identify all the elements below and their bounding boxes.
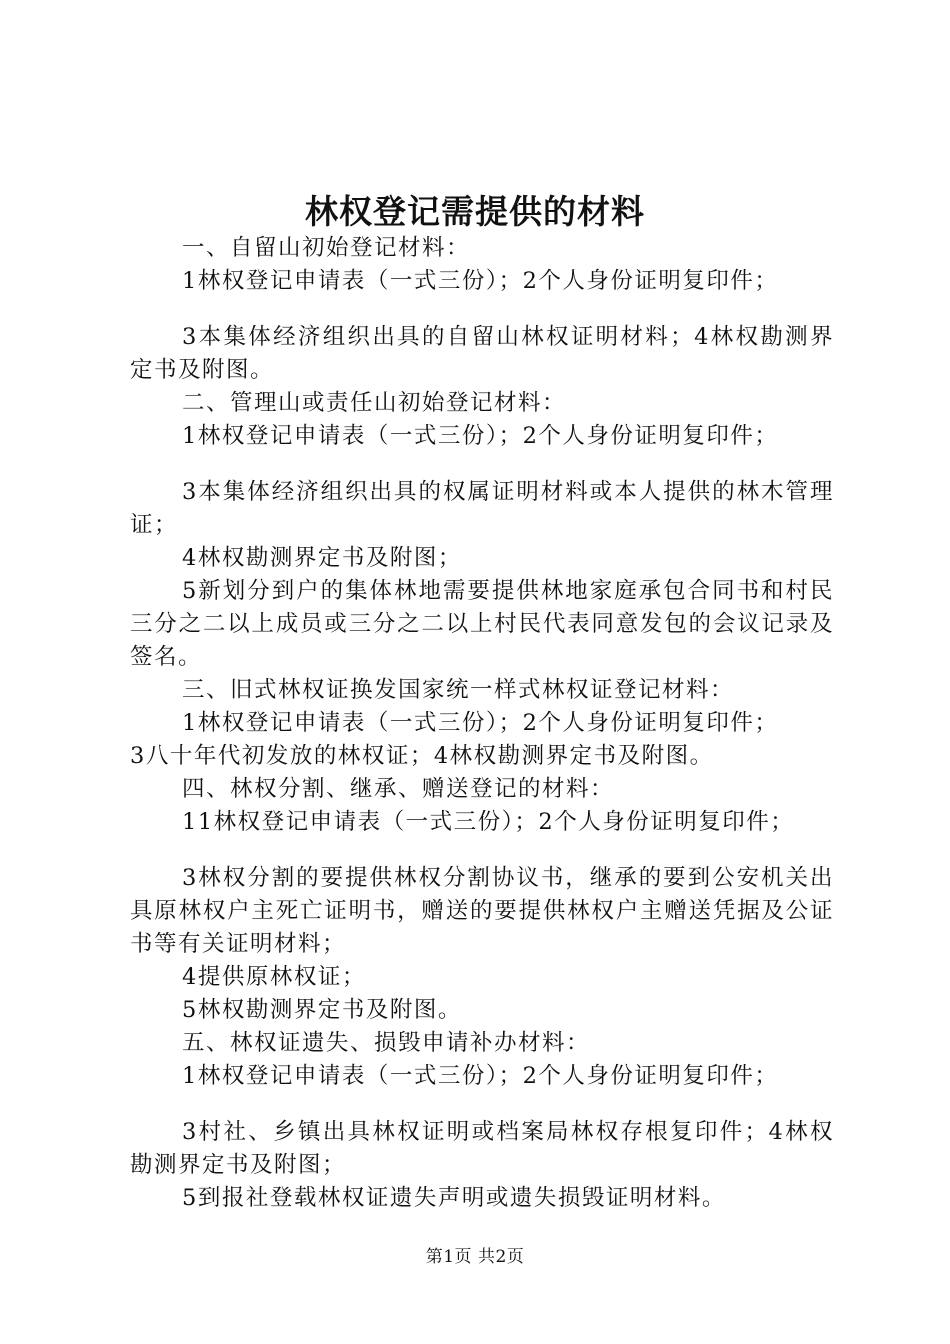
paragraph: 3八十年代初发放的林权证；4林权勘测界定书及附图。	[130, 743, 714, 769]
section-heading-5: 五、林权证遗失、损毁申请补办材料：	[182, 1030, 591, 1056]
page-number: 第1页 共2页	[425, 1247, 525, 1267]
paragraph: 1林权登记申请表（一式三份）；2个人身份证明复印件；	[182, 1063, 779, 1089]
section-heading-2: 二、管理山或责任山初始登记材料：	[182, 390, 567, 416]
document-title: 林权登记需提供的材料	[305, 192, 645, 231]
section-heading-4: 四、林权分割、继承、赠送登记的材料：	[182, 776, 615, 802]
paragraph: 3村社、乡镇出具林权证明或档案局林权存根复印件；4林权勘测界定书及附图；	[130, 1119, 834, 1178]
paragraph: 5到报社登载林权证遗失声明或遗失损毁证明材料。	[182, 1185, 726, 1211]
paragraph: 11林权登记申请表（一式三份）；2个人身份证明复印件；	[182, 809, 795, 835]
paragraph: 5新划分到户的集体林地需要提供林地家庭承包合同书和村民三分之二以上成员或三分之二以上村民代表同意发包的会议记录及签名。	[130, 578, 834, 670]
paragraph: 3林权分割的要提供林权分割协议书，继承的要到公安机关出具原林权户主死亡证明书，赠送的要提供林权户主赠送凭据及公证书等有关证明材料；	[130, 865, 834, 957]
paragraph: 1林权登记申请表（一式三份）；2个人身份证明复印件；	[182, 268, 779, 294]
paragraph: 3本集体经济组织出具的权属证明材料或本人提供的林木管理证；	[130, 479, 834, 538]
section-heading-1: 一、自留山初始登记材料：	[182, 235, 471, 261]
paragraph: 4林权勘测界定书及附图；	[182, 545, 462, 571]
section-heading-3: 三、旧式林权证换发国家统一样式林权证登记材料：	[182, 677, 735, 703]
paragraph: 3本集体经济组织出具的自留山林权证明材料；4林权勘测界定书及附图。	[130, 324, 834, 383]
paragraph: 4提供原林权证；	[182, 964, 366, 990]
paragraph: 1林权登记申请表（一式三份）；2个人身份证明复印件；	[182, 423, 779, 449]
document-body	[130, 232, 834, 1215]
paragraph: 5林权勘测界定书及附图。	[182, 997, 462, 1023]
paragraph: 1林权登记申请表（一式三份）；2个人身份证明复印件；	[182, 710, 779, 736]
